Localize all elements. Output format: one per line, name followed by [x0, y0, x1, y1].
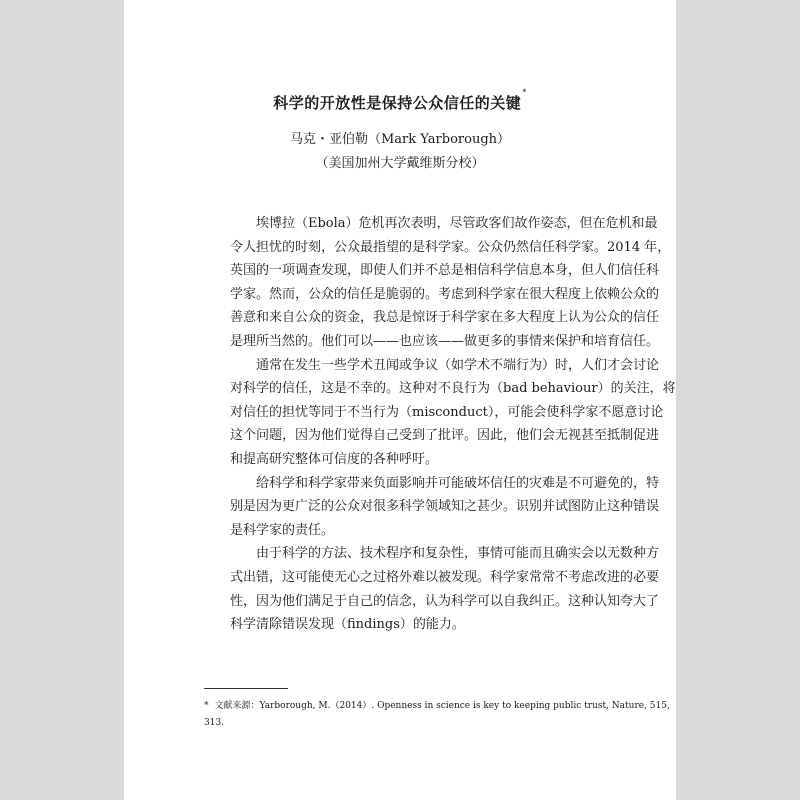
paragraph-line: 给科学和科学家带来负面影响并可能破坏信任的灾难是不可避免的，特 — [256, 475, 660, 491]
footnote-line — [204, 698, 670, 715]
footnote-line: 313. — [204, 718, 225, 728]
author-affiliation: （美国加州大学戴维斯分校） — [315, 156, 485, 171]
paragraph-line: 学家。然而，公众的信任是脆弱的。考虑到科学家在很大程度上依赖公众的 — [230, 286, 660, 302]
article-title — [124, 88, 676, 113]
paragraph-line: 令人担忧的时刻，公众最指望的是科学家。公众仍然信任科学家。2014 年， — [230, 239, 671, 255]
footnote — [204, 698, 670, 732]
paragraph-line: 通常在发生一些学术丑闻或争议（如学术不端行为）时，人们才会讨论 — [256, 357, 660, 373]
paragraph-line: 性，因为他们满足于自己的信念，认为科学可以自我纠正。这种认知夸大了 — [230, 593, 660, 609]
paragraph-line: 英国的一项调查发现，即使人们并不总是相信科学信息本身，但人们信任科 — [230, 263, 660, 279]
paragraph-line: 对信任的担忧等同于不当行为（misconduct），可能会使科学家不愿意讨论 — [230, 404, 664, 420]
article-author: 马克・亚伯勒（Mark Yarborough） — [289, 132, 511, 147]
paragraph-line: 这个问题，因为他们觉得自己受到了批评。因此，他们会无视甚至抵制促进 — [230, 428, 660, 444]
document-page — [124, 0, 676, 800]
paragraph-line: 对科学的信任，这是不幸的。这种对不良行为（bad behaviour）的关注，将 — [230, 381, 676, 397]
paragraph-3 — [204, 472, 660, 543]
footnote-marker: * — [204, 701, 209, 711]
paragraph-line: 式出错，这可能使无心之过格外难以被发现。科学家常常不考虑改进的必要 — [230, 569, 660, 585]
paragraph-4 — [204, 542, 660, 636]
paragraph-2 — [204, 354, 676, 472]
paragraph-line: 别是因为更广泛的公众对很多科学领域知之甚少。识别并试图防止这种错误 — [230, 499, 660, 515]
paragraph-line: 科学清除错误发现（findings）的能力。 — [230, 617, 465, 633]
paragraph-1 — [204, 212, 671, 354]
article-body — [204, 212, 676, 637]
article-title-text: 科学的开放性是保持公众信任的关键 — [273, 94, 522, 112]
footnote-text: 文献来源：Yarborough, M.（2014）. Openness in science is key to keeping public trust, Nature, 515, — [214, 701, 670, 711]
footnote-divider — [204, 688, 288, 689]
paragraph-line: 是科学家的责任。 — [230, 522, 335, 538]
paragraph-line: 由于科学的方法、技术程序和复杂性，事情可能而且确实会以无数种方 — [256, 546, 660, 562]
paragraph-line: 和提高研究整体可信度的各种呼吁。 — [230, 451, 439, 467]
title-footnote-marker: * — [522, 88, 527, 97]
paragraph-line: 善意和来自公众的资金，我总是惊讶于科学家在多大程度上认为公众的信任 — [230, 310, 660, 326]
paragraph-line: 埃博拉（Ebola）危机再次表明，尽管政客们故作姿态，但在危机和最 — [256, 216, 658, 231]
paragraph-line: 是理所当然的。他们可以——也应该——做更多的事情来保护和培育信任。 — [230, 333, 660, 349]
